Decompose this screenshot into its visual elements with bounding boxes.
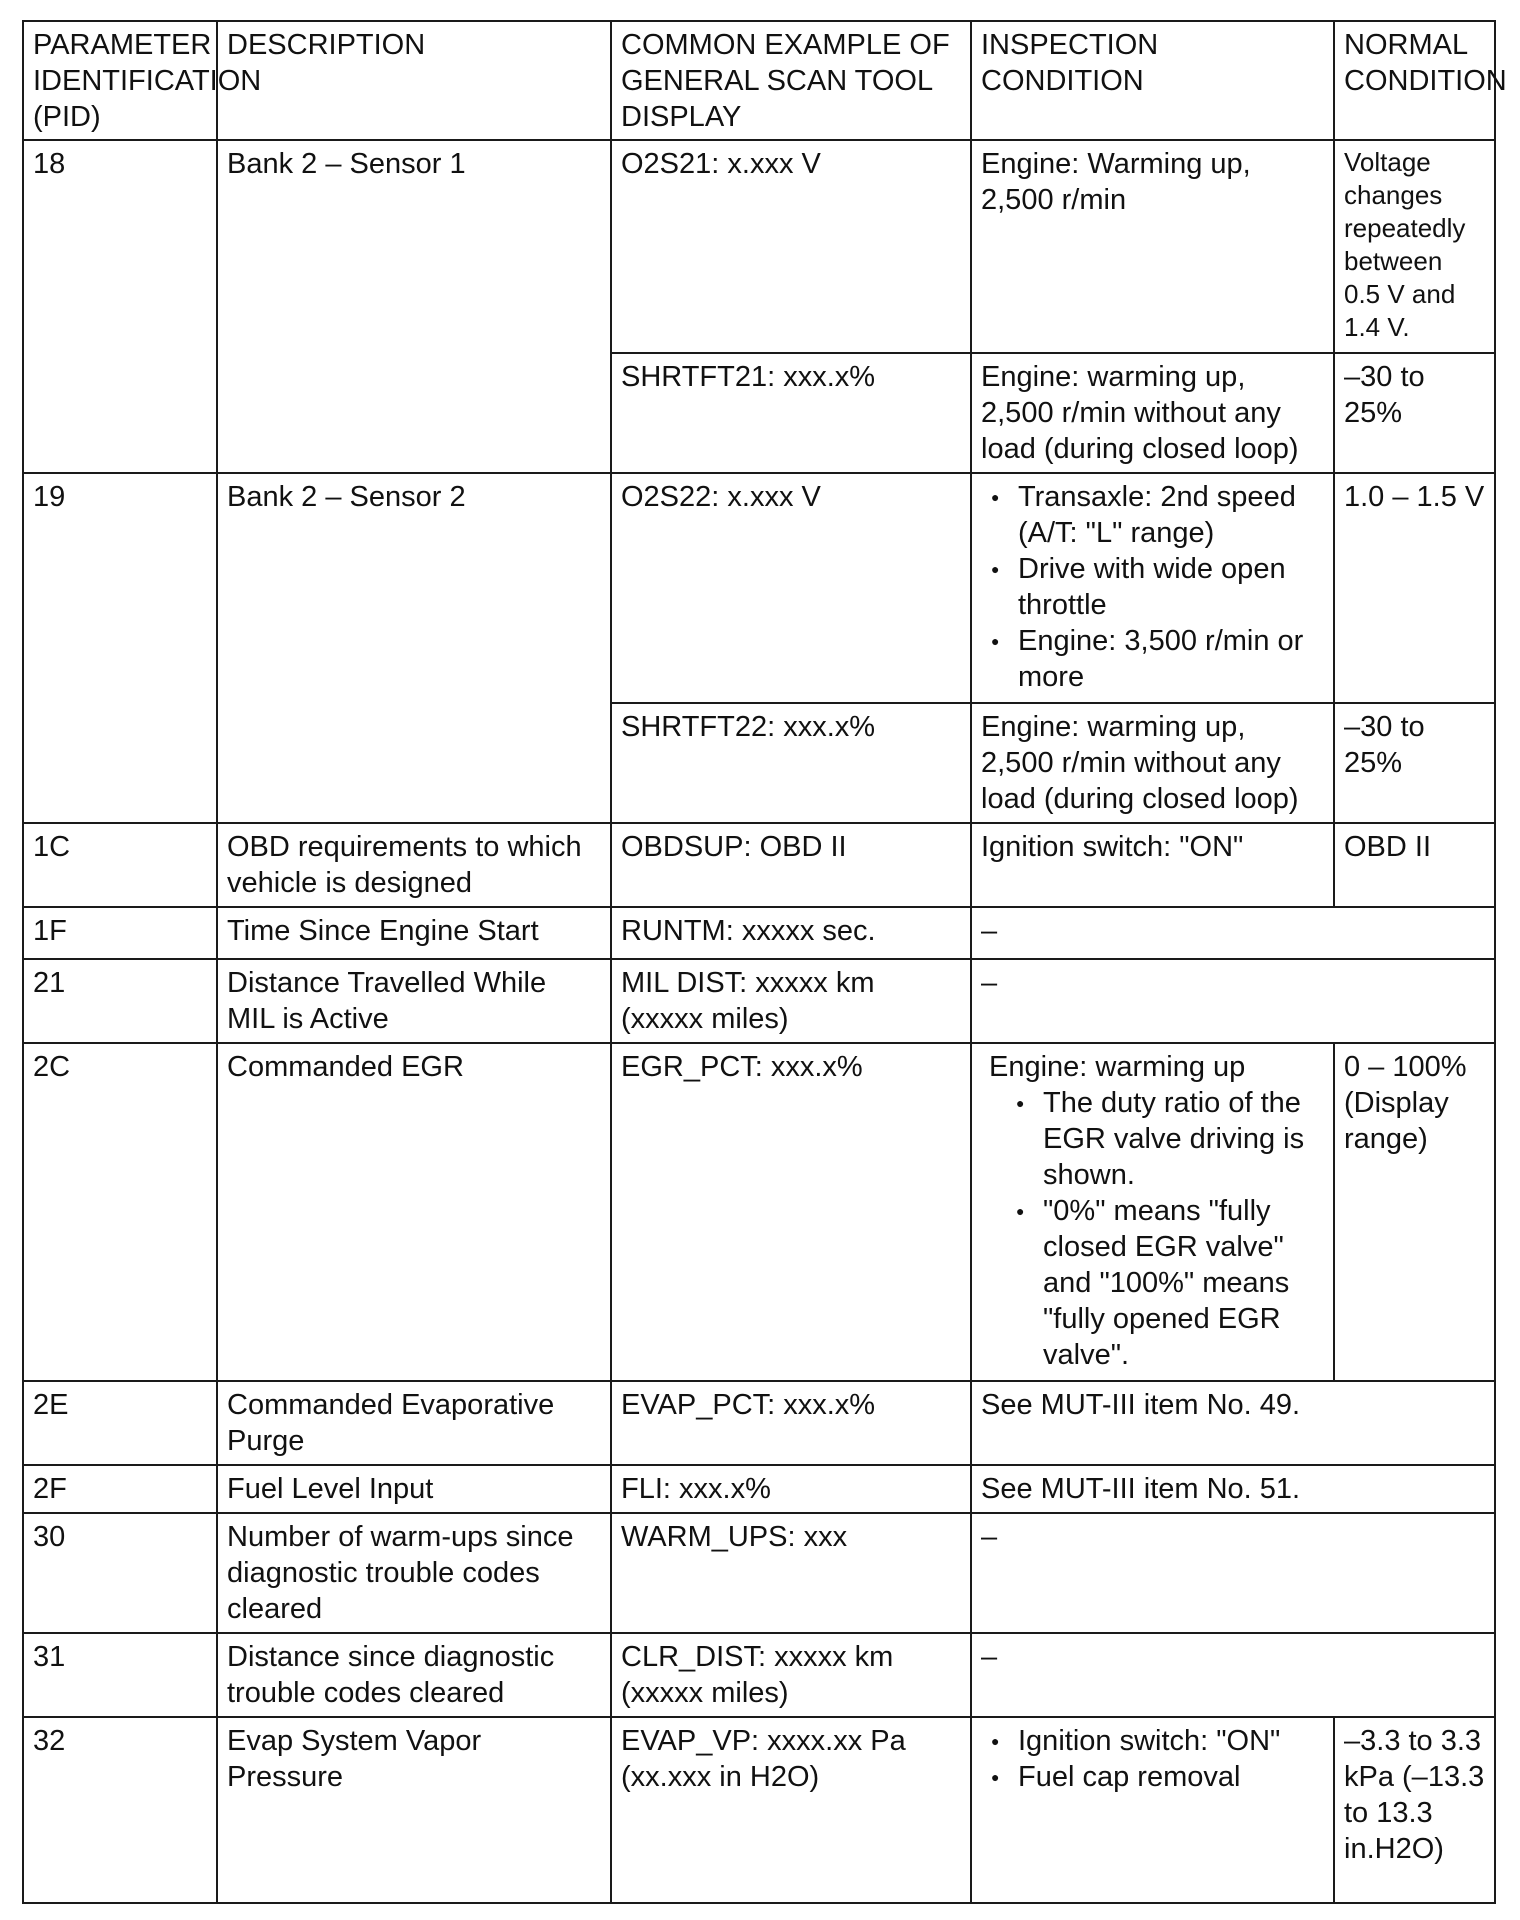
inspection-cell: – [971, 907, 1495, 959]
pid-cell: 19 [23, 473, 217, 823]
description-cell: Time Since Engine Start [217, 907, 611, 959]
table-row [23, 959, 1495, 1043]
pid-cell: 31 [23, 1633, 217, 1717]
condition-item: ● Ignition switch: "ON" [1018, 1723, 1324, 1759]
display-cell: EVAP_PCT: xxx.x% [611, 1381, 971, 1465]
description-cell: Bank 2 – Sensor 1 [217, 140, 611, 473]
display-cell: O2S22: x.xxx V [611, 473, 971, 703]
inspection-cell: See MUT-III item No. 49. [971, 1381, 1495, 1465]
normal-cell: 1.0 – 1.5 V [1334, 473, 1495, 703]
inspection-cell: Engine: warming up, 2,500 r/min without any load (during closed loop) [971, 353, 1334, 473]
display-cell: SHRTFT21: xxx.x% [611, 353, 971, 473]
description-cell: Distance since diagnostic trouble codes cleared [217, 1633, 611, 1717]
description-cell: Bank 2 – Sensor 2 [217, 473, 611, 823]
condition-item: ● Drive with wide open throttle [1018, 551, 1324, 623]
condition-item: ● "0%" means "fully closed EGR valve" and "100%" means "fully opened EGR valve". [1043, 1193, 1324, 1373]
condition-item: ● Fuel cap removal [1018, 1759, 1324, 1795]
inspection-cell: See MUT-III item No. 51. [971, 1465, 1495, 1513]
display-cell: RUNTM: xxxxx sec. [611, 907, 971, 959]
pid-cell: 18 [23, 140, 217, 473]
display-cell: MIL DIST: xxxxx km (xxxxx miles) [611, 959, 971, 1043]
inspection-lead: Engine: warming up [989, 1051, 1246, 1083]
header-pid: PARAMETER IDENTIFICATION (PID) [23, 21, 217, 140]
pid-cell: 2E [23, 1381, 217, 1465]
description-cell: Fuel Level Input [217, 1465, 611, 1513]
display-cell: O2S21: x.xxx V [611, 140, 971, 353]
normal-cell: –3.3 to 3.3 kPa (–13.3 to 13.3 in.H2O) [1334, 1717, 1495, 1903]
header-normal: NORMAL CONDITION [1334, 21, 1495, 140]
display-cell: CLR_DIST: xxxxx km (xxxxx miles) [611, 1633, 971, 1717]
normal-cell: –30 to 25% [1334, 703, 1495, 823]
header-display: COMMON EXAMPLE OF GENERAL SCAN TOOL DISPLAY [611, 21, 971, 140]
table-row [23, 1465, 1495, 1513]
condition-list [981, 1723, 1324, 1795]
display-cell: FLI: xxx.x% [611, 1465, 971, 1513]
description-cell: Commanded Evaporative Purge [217, 1381, 611, 1465]
pid-cell: 1F [23, 907, 217, 959]
table-row [23, 1043, 1495, 1381]
inspection-cell: – [971, 1513, 1495, 1633]
table-row [23, 1513, 1495, 1633]
display-cell: WARM_UPS: xxx [611, 1513, 971, 1633]
display-cell: EGR_PCT: xxx.x% [611, 1043, 971, 1381]
table-row [23, 907, 1495, 959]
description-cell: Distance Travelled While MIL is Active [217, 959, 611, 1043]
condition-item: ● Engine: 3,500 r/min or more [1018, 623, 1324, 695]
inspection-cell [971, 1043, 1334, 1381]
display-cell: SHRTFT22: xxx.x% [611, 703, 971, 823]
header-inspection: INSPECTION CONDITION [971, 21, 1334, 140]
description-cell: OBD requirements to which vehicle is designed [217, 823, 611, 907]
inspection-cell: Engine: Warming up, 2,500 r/min [971, 140, 1334, 353]
inspection-cell [971, 1717, 1334, 1903]
normal-cell: Voltage changes repeatedly between 0.5 V and 1.4 V. [1334, 140, 1495, 353]
condition-item: ● The duty ratio of the EGR valve driving is shown. [1043, 1085, 1324, 1193]
inspection-cell [971, 473, 1334, 703]
table-row [23, 1633, 1495, 1717]
pid-cell: 1C [23, 823, 217, 907]
normal-cell: 0 – 100% (Display range) [1334, 1043, 1495, 1381]
table-row [23, 140, 1495, 353]
normal-cell: OBD II [1334, 823, 1495, 907]
pid-cell: 21 [23, 959, 217, 1043]
pid-cell: 32 [23, 1717, 217, 1903]
inspection-cell: Engine: warming up, 2,500 r/min without any load (during closed loop) [971, 703, 1334, 823]
display-cell: OBDSUP: OBD II [611, 823, 971, 907]
condition-list [989, 1085, 1324, 1373]
description-cell: Number of warm-ups since diagnostic trouble codes cleared [217, 1513, 611, 1633]
condition-list [981, 479, 1324, 695]
inspection-cell: Ignition switch: "ON" [971, 823, 1334, 907]
display-cell: EVAP_VP: xxxx.xx Pa (xx.xxx in H2O) [611, 1717, 971, 1903]
header-row [23, 21, 1495, 140]
pid-cell: 2C [23, 1043, 217, 1381]
normal-cell: –30 to 25% [1334, 353, 1495, 473]
table-row [23, 473, 1495, 703]
description-cell: Evap System Vapor Pressure [217, 1717, 611, 1903]
condition-item: ● Transaxle: 2nd speed (A/T: "L" range) [1018, 479, 1324, 551]
pid-cell: 30 [23, 1513, 217, 1633]
table-row [23, 1381, 1495, 1465]
pid-cell: 2F [23, 1465, 217, 1513]
table-row [23, 823, 1495, 907]
description-cell: Commanded EGR [217, 1043, 611, 1381]
pid-table [22, 20, 1507, 1904]
header-description: DESCRIPTION [217, 21, 611, 140]
inspection-cell: – [971, 1633, 1495, 1717]
inspection-cell: – [971, 959, 1495, 1043]
table-row [23, 1717, 1495, 1903]
